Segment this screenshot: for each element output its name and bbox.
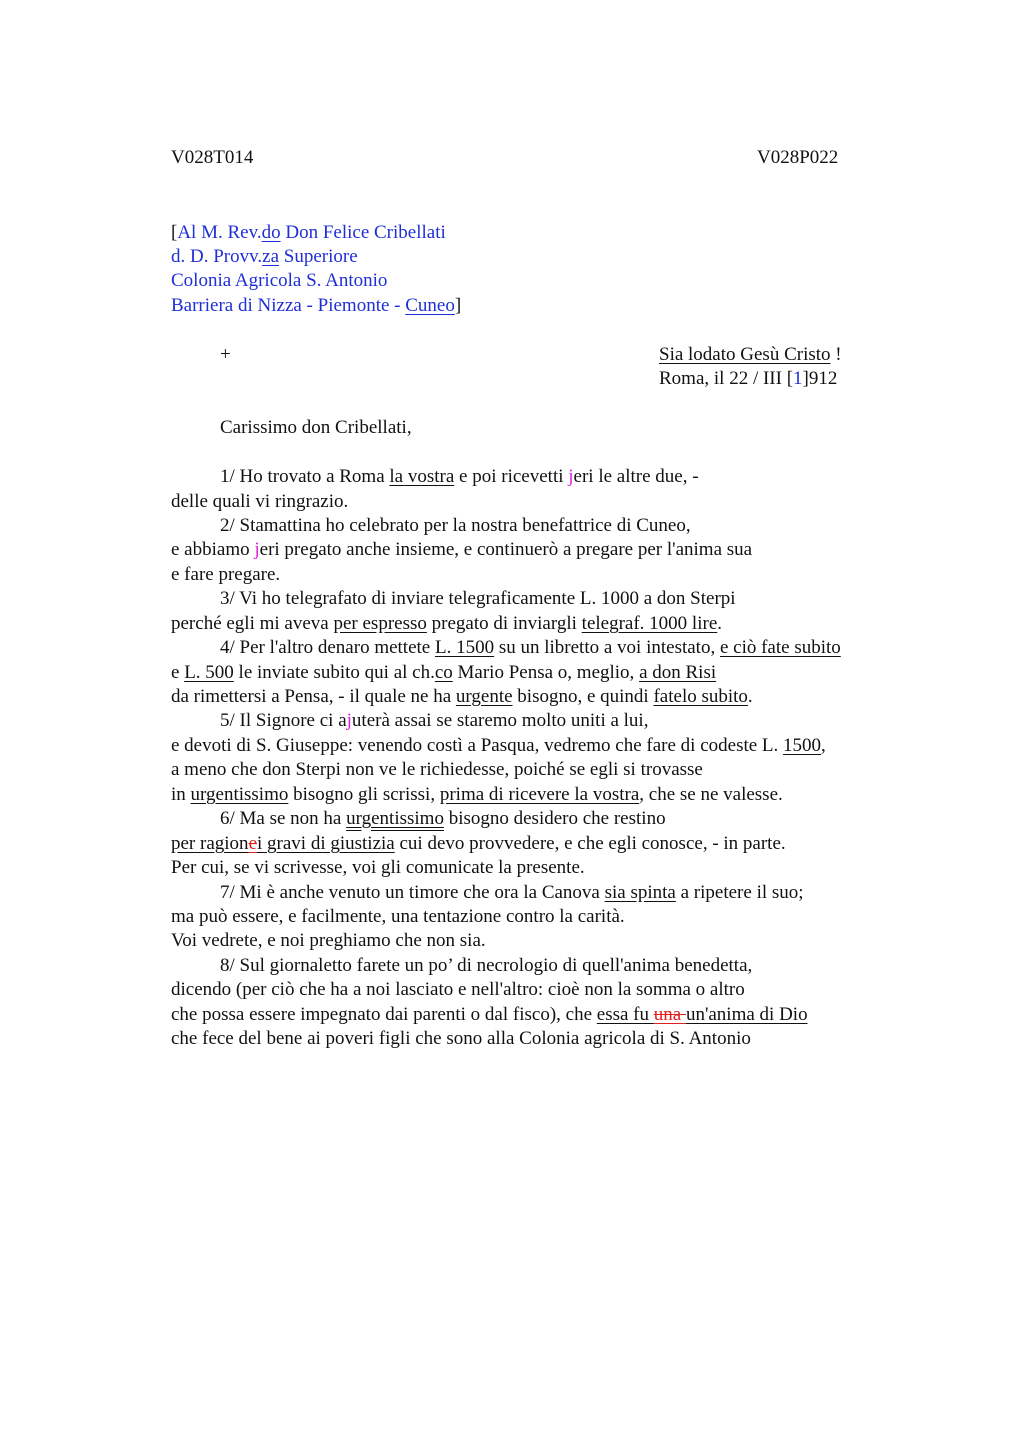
address-line-2: d. D. Provv.za Superiore — [171, 246, 358, 267]
paragraph-5-line-2: e devoti di S. Giuseppe: venendo costì a Pasqua, vedremo che fare di codeste L. 1500, — [171, 735, 826, 756]
paragraph-3-line-1: 3/ Vi ho telegrafato di inviare telegraficamente L. 1000 a don Sterpi — [220, 588, 736, 609]
address-line-4: Barriera di Nizza - Piemonte - Cuneo] — [171, 295, 462, 316]
document-code-right: V028P022 — [757, 147, 839, 168]
letter-date: Roma, il 22 / III [1]912 — [659, 368, 838, 389]
cross-symbol: + — [220, 344, 231, 365]
paragraph-2-line-2: e abbiamo jeri pregato anche insieme, e continuerò a pregare per l'anima sua — [171, 539, 753, 560]
motto: Sia lodato Gesù Cristo ! — [659, 344, 842, 365]
paragraph-8-line-3: che possa essere impegnato dai parenti o dal fisco), che essa fu una un'anima di Dio — [171, 1004, 808, 1025]
paragraph-3-line-2: perché egli mi aveva per espresso pregato di inviargli telegraf. 1000 lire. — [171, 613, 723, 634]
paragraph-2-line-3: e fare pregare. — [171, 564, 281, 585]
paragraph-4-line-1: 4/ Per l'altro denaro mettete L. 1500 su un libretto a voi intestato, e ciò fate subito — [220, 637, 841, 658]
address-line-3: Colonia Agricola S. Antonio — [171, 270, 388, 291]
paragraph-5-line-1: 5/ Il Signore ci ajuterà assai se staremo molto uniti a lui, — [220, 710, 649, 731]
paragraph-4-line-2: e L. 500 le inviate subito qui al ch.co Mario Pensa o, meglio, a don Risi — [171, 662, 717, 683]
paragraph-2-line-1: 2/ Stamattina ho celebrato per la nostra benefattrice di Cuneo, — [220, 515, 691, 536]
document-code-left: V028T014 — [171, 147, 254, 168]
paragraph-8-line-1: 8/ Sul giornaletto farete un po’ di necrologio di quell'anima benedetta, — [220, 955, 753, 976]
paragraph-5-line-3: a meno che don Sterpi non ve le richiedesse, poiché se egli si trovasse — [171, 759, 703, 780]
paragraph-1-line-2: delle quali vi ringrazio. — [171, 491, 349, 512]
paragraph-6-line-1: 6/ Ma se non ha urgentissimo bisogno desidero che restino — [220, 808, 666, 829]
paragraph-4-line-3: da rimettersi a Pensa, - il quale ne ha urgente bisogno, e quindi fatelo subito. — [171, 686, 753, 707]
paragraph-8-line-2: dicendo (per ciò che ha a noi lasciato e nell'altro: cioè non la somma o altro — [171, 979, 745, 1000]
paragraph-5-line-4: in urgentissimo bisogno gli scrissi, prima di ricevere la vostra, che se ne valesse. — [171, 784, 783, 805]
paragraph-8-line-4: che fece del bene ai poveri figli che sono alla Colonia agricola di S. Antonio — [171, 1028, 751, 1049]
salutation: Carissimo don Cribellati, — [220, 417, 412, 438]
paragraph-7-line-2: ma può essere, e facilmente, una tentazione contro la carità. — [171, 906, 625, 927]
paragraph-6-line-3: Per cui, se vi scrivesse, voi gli comunicate la presente. — [171, 857, 585, 878]
paragraph-7-line-1: 7/ Mi è anche venuto un timore che ora la Canova sia spinta a ripetere il suo; — [220, 882, 804, 903]
paragraph-7-line-3: Voi vedrete, e noi preghiamo che non sia. — [171, 930, 486, 951]
paragraph-6-line-2: per ragionei gravi di giustizia cui devo provvedere, e che egli conosce, - in parte. — [171, 833, 786, 854]
paragraph-1-line-1: 1/ Ho trovato a Roma la vostra e poi ricevetti jeri le altre due, - — [220, 466, 699, 487]
address-line-1: [Al M. Rev.do Don Felice Cribellati — [171, 222, 446, 243]
